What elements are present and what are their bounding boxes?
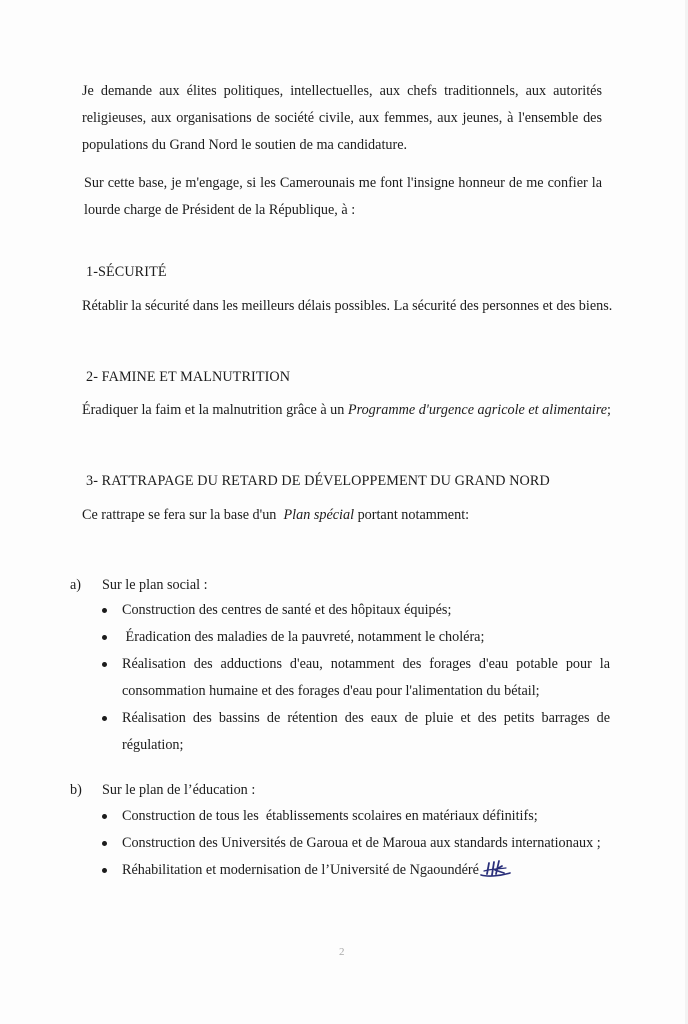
subsection-education <box>70 782 255 799</box>
section-heading-development: 3- RATTRAPAGE DU RETARD DE DÉVELOPPEMENT DU GRAND NORD <box>86 473 550 489</box>
list-item-text: Éradication des maladies de la pauvreté, notamment le choléra; <box>122 629 485 645</box>
list-item-text-line-1: Réalisation des adductions d'eau, notamment des forages d'eau potable pour la <box>122 656 610 672</box>
bullet-icon <box>102 608 107 613</box>
bullet-icon <box>102 814 107 819</box>
famine-body-prefix: Éradiquer la faim et la malnutrition grâce à un <box>82 402 348 418</box>
famine-body-suffix: ; <box>607 402 611 418</box>
development-body-suffix: portant notamment: <box>354 507 470 523</box>
development-body-prefix: Ce rattrape se fera sur la base d'un <box>82 507 284 523</box>
list-item-text: Construction des centres de santé et des hôpitaux équipés; <box>122 602 452 618</box>
section-body-development <box>82 507 469 524</box>
list-item <box>102 624 610 651</box>
section-heading-security: 1-SÉCURITÉ <box>86 264 167 280</box>
subsection-label: Sur le plan de l’éducation : <box>102 782 256 798</box>
list-item <box>102 597 610 624</box>
list-item <box>102 651 610 705</box>
intro-paragraph <box>82 78 602 159</box>
subsection-letter: b) <box>70 782 82 798</box>
bullet-icon <box>102 662 107 667</box>
bullet-icon <box>102 635 107 640</box>
subsection-letter: a) <box>70 577 82 593</box>
list-item-text-line-2: régulation; <box>122 737 184 753</box>
subsection-social <box>70 577 208 594</box>
list-item-text-line-1: Réalisation des bassins de rétention des eaux de pluie et des petits barrages de <box>122 710 610 726</box>
social-bullet-list <box>102 597 610 759</box>
commitment-paragraph <box>84 170 602 224</box>
intro-line-1: Je demande aux élites politiques, intellectuelles, aux chefs traditionnels, aux autorités <box>82 83 602 99</box>
bullet-icon <box>102 868 107 873</box>
intro-line-2: religieuses, aux organisations de société civile, aux femmes, aux jeunes, à l'ensemble des <box>82 110 602 126</box>
development-plan-name: Plan spécial <box>283 507 355 523</box>
bullet-icon <box>102 841 107 846</box>
list-item-text: Construction des Universités de Garoua et de Maroua aux standards internationaux ; <box>122 835 601 851</box>
section-body-famine <box>82 402 611 419</box>
list-item <box>102 705 610 759</box>
commitment-line-1: Sur cette base, je m'engage, si les Camerounais me font l'insigne honneur de me confier la <box>84 175 602 191</box>
bullet-icon <box>102 716 107 721</box>
section-heading-famine: 2- FAMINE ET MALNUTRITION <box>86 369 291 385</box>
list-item-text: Construction de tous les établissements scolaires en matériaux définitifs; <box>122 808 538 824</box>
list-item <box>102 803 610 830</box>
handwritten-initials-icon <box>480 860 512 878</box>
subsection-label: Sur le plan social : <box>102 577 208 593</box>
commitment-line-2: lourde charge de Président de la République, à : <box>84 202 356 218</box>
list-item <box>102 830 610 857</box>
intro-line-3: populations du Grand Nord le soutien de ma candidature. <box>82 137 408 153</box>
list-item-text-line-2: consommation humaine et des forages d'eau pour l'alimentation du bétail; <box>122 683 540 699</box>
list-item-text: Réhabilitation et modernisation de l’Université de Ngaoundéré <box>122 862 479 878</box>
section-body-security: Rétablir la sécurité dans les meilleurs délais possibles. La sécurité des personnes et des biens. <box>82 298 613 314</box>
education-bullet-list <box>102 803 610 884</box>
page-number: 2 <box>339 946 345 958</box>
list-item <box>102 857 610 884</box>
famine-program-name: Programme d'urgence agricole et alimentaire <box>347 402 608 418</box>
